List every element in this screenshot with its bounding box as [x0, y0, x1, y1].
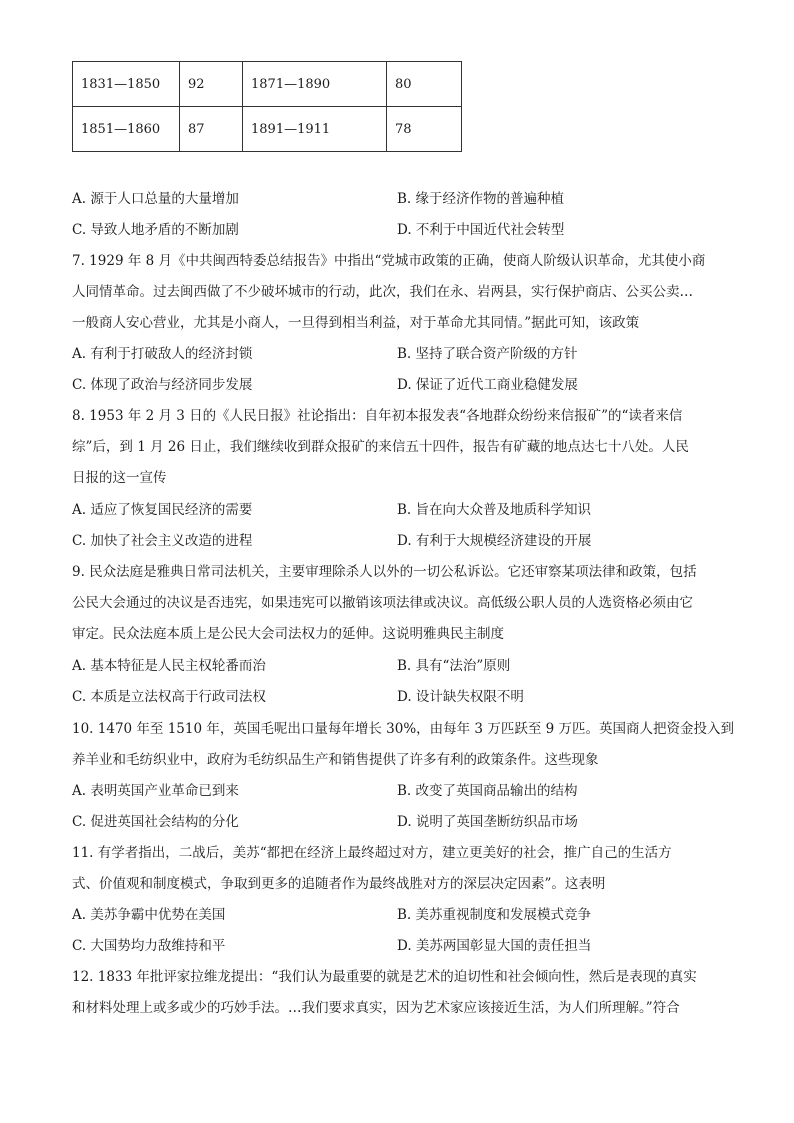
- q9-stem-line: 公民大会通过的决议是否违宪，如果违宪可以撤销该项法律或决议。高低级公职人员的人选资格必须由它: [72, 595, 693, 611]
- q9-stem-line: 9. 民众法庭是雅典日常司法机关，主要审理除杀人以外的一切公私诉讼。它还审察某项法律和政策，包括: [72, 564, 697, 580]
- data-table: [72, 61, 462, 152]
- q10-stem-line: 10. 1470 年至 1510 年，英国毛呢出口量每年增长 30%，由每年 3 万匹跃至 9 万匹。英国商人把资金投入到: [72, 721, 734, 737]
- q8-stem-line: 8. 1953 年 2 月 3 日的《人民日报》社论指出：自年初本报发表“各地群众纷纷来信报矿”的“读者来信: [72, 408, 683, 424]
- q6-option-b: B. 缘于经济作物的普遍种植: [397, 191, 565, 207]
- q8-stem-line: 日报的这一宣传: [72, 470, 167, 486]
- q9-option-c: C. 本质是立法权高于行政司法权: [72, 689, 266, 705]
- q9-option-a: A. 基本特征是人民主权轮番而治: [72, 658, 266, 674]
- table-cell: 92: [180, 62, 243, 107]
- table-row: [73, 62, 462, 107]
- q11-option-c: C. 大国势均力敌维持和平: [72, 938, 226, 954]
- q12-stem-line: 和材料处理上或多或少的巧妙手法。…我们要求真实，因为艺术家应该接近生活，为人们所理解。”符合: [72, 1000, 680, 1016]
- table-row: [73, 107, 462, 152]
- q11-stem-line: 11. 有学者指出，二战后，美苏“都把在经济上最终超过对方，建立更美好的社会，推广自己的生活方: [72, 845, 672, 861]
- q7-stem-line: 7. 1929 年 8 月《中共闽西特委总结报告》中指出“党城市政策的正确，使商人阶级认识革命，尤其使小商: [72, 253, 706, 269]
- q9-stem-line: 审定。民众法庭本质上是公民大会司法权力的延伸。这说明雅典民主制度: [72, 626, 504, 642]
- q10-option-a: A. 表明英国产业革命已到来: [72, 783, 239, 799]
- table-cell: 1851—1860: [73, 107, 180, 152]
- q9-option-d: D. 设计缺失权限不明: [397, 689, 524, 705]
- q10-stem-line: 养羊业和毛纺织业中，政府为毛纺织品生产和销售提供了许多有利的政策条件。这些现象: [72, 752, 599, 768]
- table-cell: 1891—1911: [243, 107, 387, 152]
- q6-option-c: C. 导致人地矛盾的不断加剧: [72, 222, 239, 238]
- q8-option-d: D. 有利于大规模经济建设的开展: [397, 533, 592, 549]
- q7-option-d: D. 保证了近代工商业稳健发展: [397, 377, 578, 393]
- table-cell: 1871—1890: [243, 62, 387, 107]
- q11-option-d: D. 美苏两国彰显大国的责任担当: [397, 938, 592, 954]
- q9-option-b: B. 具有“法治”原则: [397, 658, 511, 674]
- q7-stem-line: 一般商人安心营业，尤其是小商人，一旦得到相当利益，对于革命尤其同情。”据此可知，该政策: [72, 315, 640, 331]
- q7-option-c: C. 体现了政治与经济同步发展: [72, 377, 253, 393]
- q6-option-a: A. 源于人口总量的大量增加: [72, 191, 239, 207]
- q7-option-b: B. 坚持了联合资产阶级的方针: [397, 346, 578, 362]
- q7-stem-line: 人同情革命。过去闽西做了不少破坏城市的行动，此次，我们在永、岩两县，实行保护商店、公买公卖…: [72, 284, 693, 300]
- table-cell: 87: [180, 107, 243, 152]
- q8-stem-line: 综”后，到 1 月 26 日止，我们继续收到群众报矿的来信五十四件，报告有矿藏的地点达七十八处。人民: [72, 439, 689, 455]
- q11-option-b: B. 美苏重视制度和发展模式竞争: [397, 907, 592, 923]
- q10-option-b: B. 改变了英国商品输出的结构: [397, 783, 578, 799]
- q8-option-a: A. 适应了恢复国民经济的需要: [72, 502, 253, 518]
- q8-option-b: B. 旨在向大众普及地质科学知识: [397, 502, 592, 518]
- q10-option-d: D. 说明了英国垄断纺织品市场: [397, 814, 578, 830]
- q11-stem-line: 式、价值观和制度模式，争取到更多的追随者作为最终战胜对方的深层决定因素”。这表明: [72, 876, 606, 892]
- q6-option-d: D. 不利于中国近代社会转型: [397, 222, 565, 238]
- table-cell: 1831—1850: [73, 62, 180, 107]
- q8-option-c: C. 加快了社会主义改造的进程: [72, 533, 253, 549]
- table-cell: 78: [387, 107, 462, 152]
- q7-option-a: A. 有利于打破敌人的经济封锁: [72, 346, 253, 362]
- q11-option-a: A. 美苏争霸中优势在美国: [72, 907, 226, 923]
- q10-option-c: C. 促进英国社会结构的分化: [72, 814, 239, 830]
- table-cell: 80: [387, 62, 462, 107]
- q12-stem-line: 12. 1833 年批评家拉维龙提出：“我们认为最重要的就是艺术的迫切性和社会倾向性，然后是表现的真实: [72, 969, 697, 985]
